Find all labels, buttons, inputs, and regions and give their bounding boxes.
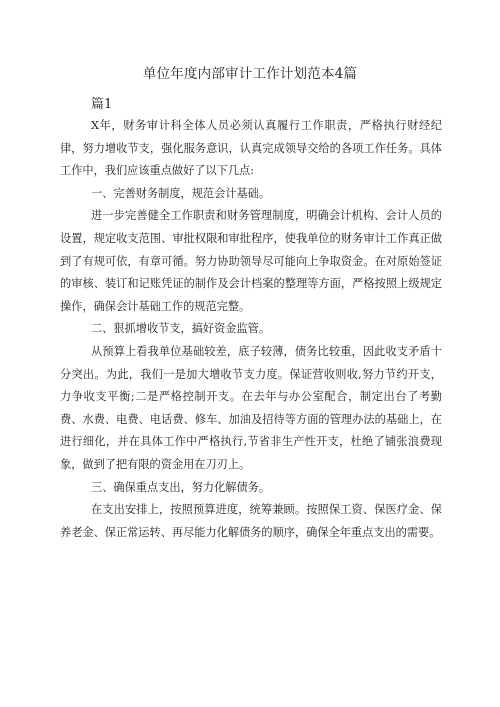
section-heading: 篇1 bbox=[91, 97, 113, 112]
paragraph-heading-2: 二、狠抓增收节支，搞好资金监管。 bbox=[91, 322, 271, 336]
paragraph-heading-1: 一、完善财务制度，规范会计基础。 bbox=[91, 186, 271, 200]
paragraph-intro: X年，财务审计科全体人员必须认真履行工作职责，严格执行财经纪律，努力增收节支，强化服务意识，认真完成领导交给的各项工作任务。具体工作中，我们应该重点做好了以下几点: bbox=[60, 119, 442, 178]
paragraph-body-2: 从预算上看我单位基础较差，底子较薄，债务比较重，因此收支矛盾十分突出。为此，我们一是加大增收节支力度。保证营收则收,努力节约开支，力争收支平衡;二是严格控制开支。在去年与办公室配合，制定出台了考勤费、水费、电费、电话费、修车、加油及招待等方面的管理办法的基础上，在进行细化，并在具体工作中严格执行,节省非生产性开支，杜绝了铺张浪费现象，做到了把有限的资金用在刀刃上。 bbox=[60, 344, 442, 471]
document-title: 单位年度内部审计工作计划范本4篇 bbox=[142, 66, 358, 82]
document-body bbox=[60, 115, 442, 544]
paragraph-heading-3: 三、确保重点支出，努力化解债务。 bbox=[91, 480, 271, 494]
paragraph-body-1: 进一步完善健全工作职责和财务管理制度，明确会计机构、会计人员的设置，规定收支范围、审批权限和审批程序，使我单位的财务审计工作真正做到了有规可依，有章可循。努力协助领导尽可能向上争取资金。在对原始签证的审核、装订和记账凭证的制作及会计档案的整理等方面，严格按照上级规定操作，确保会计基础工作的规范完整。 bbox=[60, 209, 442, 313]
paragraph-body-3: 在支出安排上，按照预算进度，统筹兼顾。按照保工资、保医疗金、保养老金、保正常运转、再尽能力化解债务的顺序，确保全年重点支出的需要。 bbox=[60, 503, 442, 539]
